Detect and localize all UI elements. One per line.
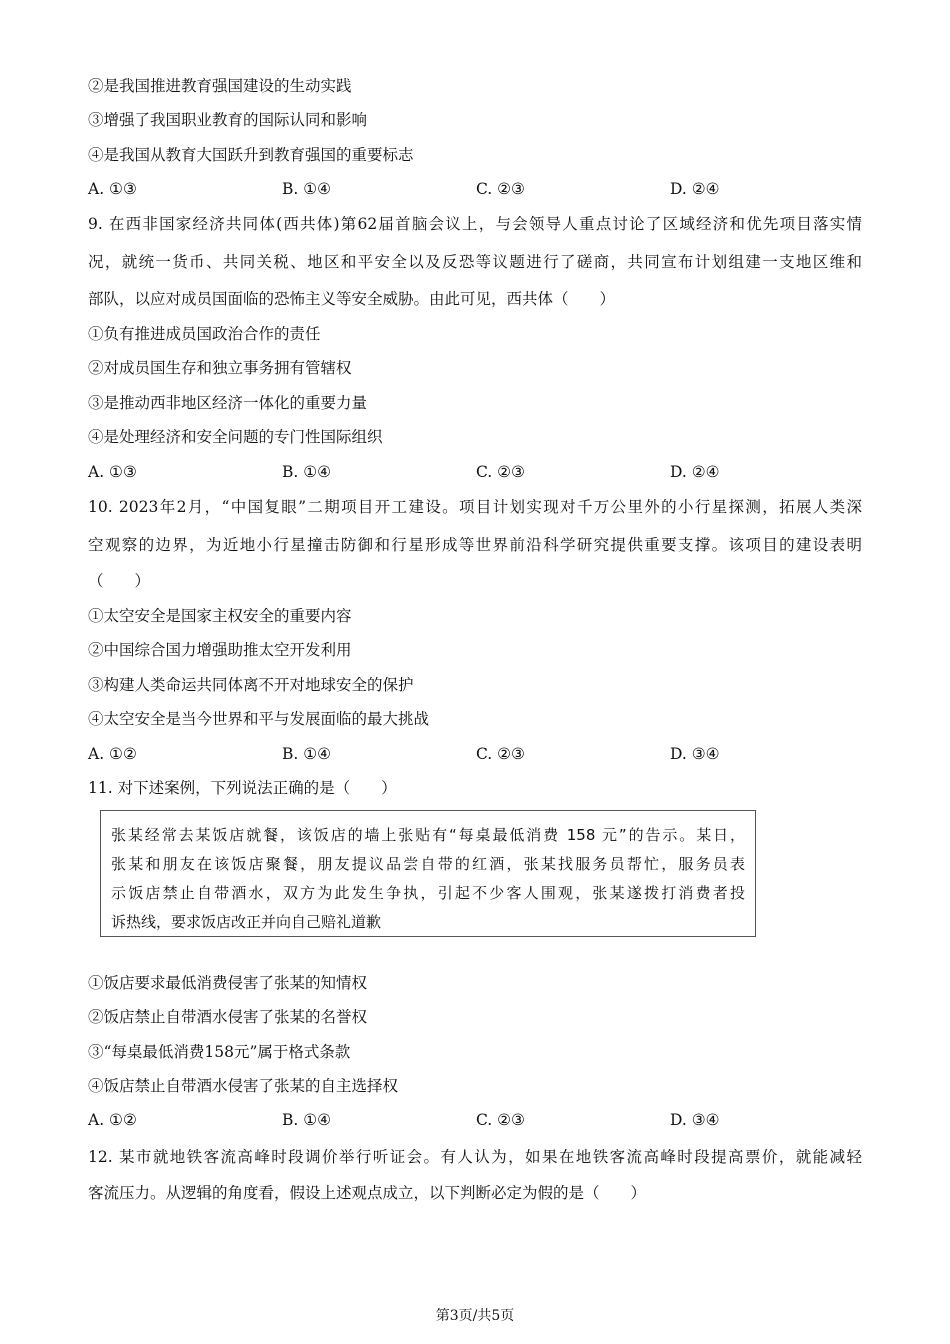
answer-option: C. ②③ — [476, 180, 525, 198]
q11-item: ①饭店要求最低消费侵害了张某的知情权 — [88, 974, 368, 992]
answer-option: A. ①③ — [88, 463, 137, 481]
q10-item: ①太空安全是国家主权安全的重要内容 — [88, 607, 352, 625]
answer-option: D. ③④ — [670, 745, 720, 763]
answer-option: A. ①② — [88, 745, 137, 763]
q9-item: ①负有推进成员国政治合作的责任 — [88, 325, 321, 343]
answer-option: B. ①④ — [282, 745, 332, 763]
answer-option: B. ①④ — [282, 180, 332, 198]
answer-option: D. ③④ — [670, 1111, 720, 1129]
q9-item: ②对成员国生存和独立事务拥有管辖权 — [88, 359, 352, 377]
case-line: 张某和朋友在该饭店聚餐，朋友提议品尝自带的红酒，张某找服务员帮忙，服务员表 — [111, 855, 745, 873]
q11-item: ②饭店禁止自带酒水侵害了张某的名誉权 — [88, 1008, 368, 1026]
q10-stem: 空观察的边界，为近地小行星撞击防御和行星形成等世界前沿科学研究提供重要支撑。该项目的建设表明 — [88, 536, 862, 554]
case-line: 张某经常去某饭店就餐，该饭店的墙上张贴有“每桌最低消费 158 元”的告示。某日， — [111, 826, 745, 844]
q8-item: ②是我国推进教育强国建设的生动实践 — [88, 77, 352, 95]
q8-item: ④是我国从教育大国跃升到教育强国的重要标志 — [88, 146, 414, 164]
answer-option: A. ①③ — [88, 180, 137, 198]
answer-option: D. ②④ — [670, 463, 720, 481]
q9-stem: 9. 在西非国家经济共同体(西共体)第62届首脑会议上，与会领导人重点讨论了区域经济和优先项目落实情 — [88, 215, 862, 233]
q10-item: ②中国综合国力增强助推太空开发利用 — [88, 641, 352, 659]
answer-option: B. ①④ — [282, 463, 332, 481]
q9-item: ④是处理经济和安全问题的专门性国际组织 — [88, 428, 383, 446]
answer-option: C. ②③ — [476, 1111, 525, 1129]
q9-item: ③是推动西非地区经济一体化的重要力量 — [88, 394, 368, 412]
answer-option: C. ②③ — [476, 463, 525, 481]
q9-stem: 部队，以应对成员国面临的恐怖主义等安全威胁。由此可见，西共体（ ） — [88, 290, 616, 308]
answer-option: A. ①② — [88, 1111, 137, 1129]
q10-stem: （ ） — [88, 572, 151, 590]
q10-stem: 10. 2023年2月，“中国复眼”二期项目开工建设。项目计划实现对千万公里外的小行星探测，拓展人类深 — [88, 498, 862, 516]
q11-item: ④饭店禁止自带酒水侵害了张某的自主选择权 — [88, 1077, 399, 1095]
case-line: 示饭店禁止自带酒水，双方为此发生争执，引起不少客人围观，张某遂拨打消费者投 — [111, 884, 745, 902]
page-footer: 第3页/共5页 — [435, 1308, 515, 1324]
answer-option: C. ②③ — [476, 745, 525, 763]
answer-option: D. ②④ — [670, 180, 720, 198]
q11-stem: 11. 对下述案例，下列说法正确的是（ ） — [88, 779, 397, 797]
q12-stem: 12. 某市就地铁客流高峰时段调价举行听证会。有人认为，如果在地铁客流高峰时段提高票价，就能减轻 — [88, 1148, 862, 1166]
q12-stem: 客流压力。从逻辑的角度看，假设上述观点成立，以下判断必定为假的是（ ） — [88, 1184, 647, 1202]
q11-item: ③“每桌最低消费158元”属于格式条款 — [88, 1043, 351, 1061]
case-line: 诉热线，要求饭店改正并向自己赔礼道歉 — [111, 913, 382, 931]
q9-stem: 况，就统一货币、共同关税、地区和平安全以及反恐等议题进行了磋商，共同宣布计划组建一支地区维和 — [88, 253, 862, 271]
answer-option: B. ①④ — [282, 1111, 332, 1129]
case-box — [100, 810, 756, 937]
q8-item: ③增强了我国职业教育的国际认同和影响 — [88, 111, 368, 129]
q10-item: ③构建人类命运共同体离不开对地球安全的保护 — [88, 676, 414, 694]
q10-item: ④太空安全是当今世界和平与发展面临的最大挑战 — [88, 710, 430, 728]
